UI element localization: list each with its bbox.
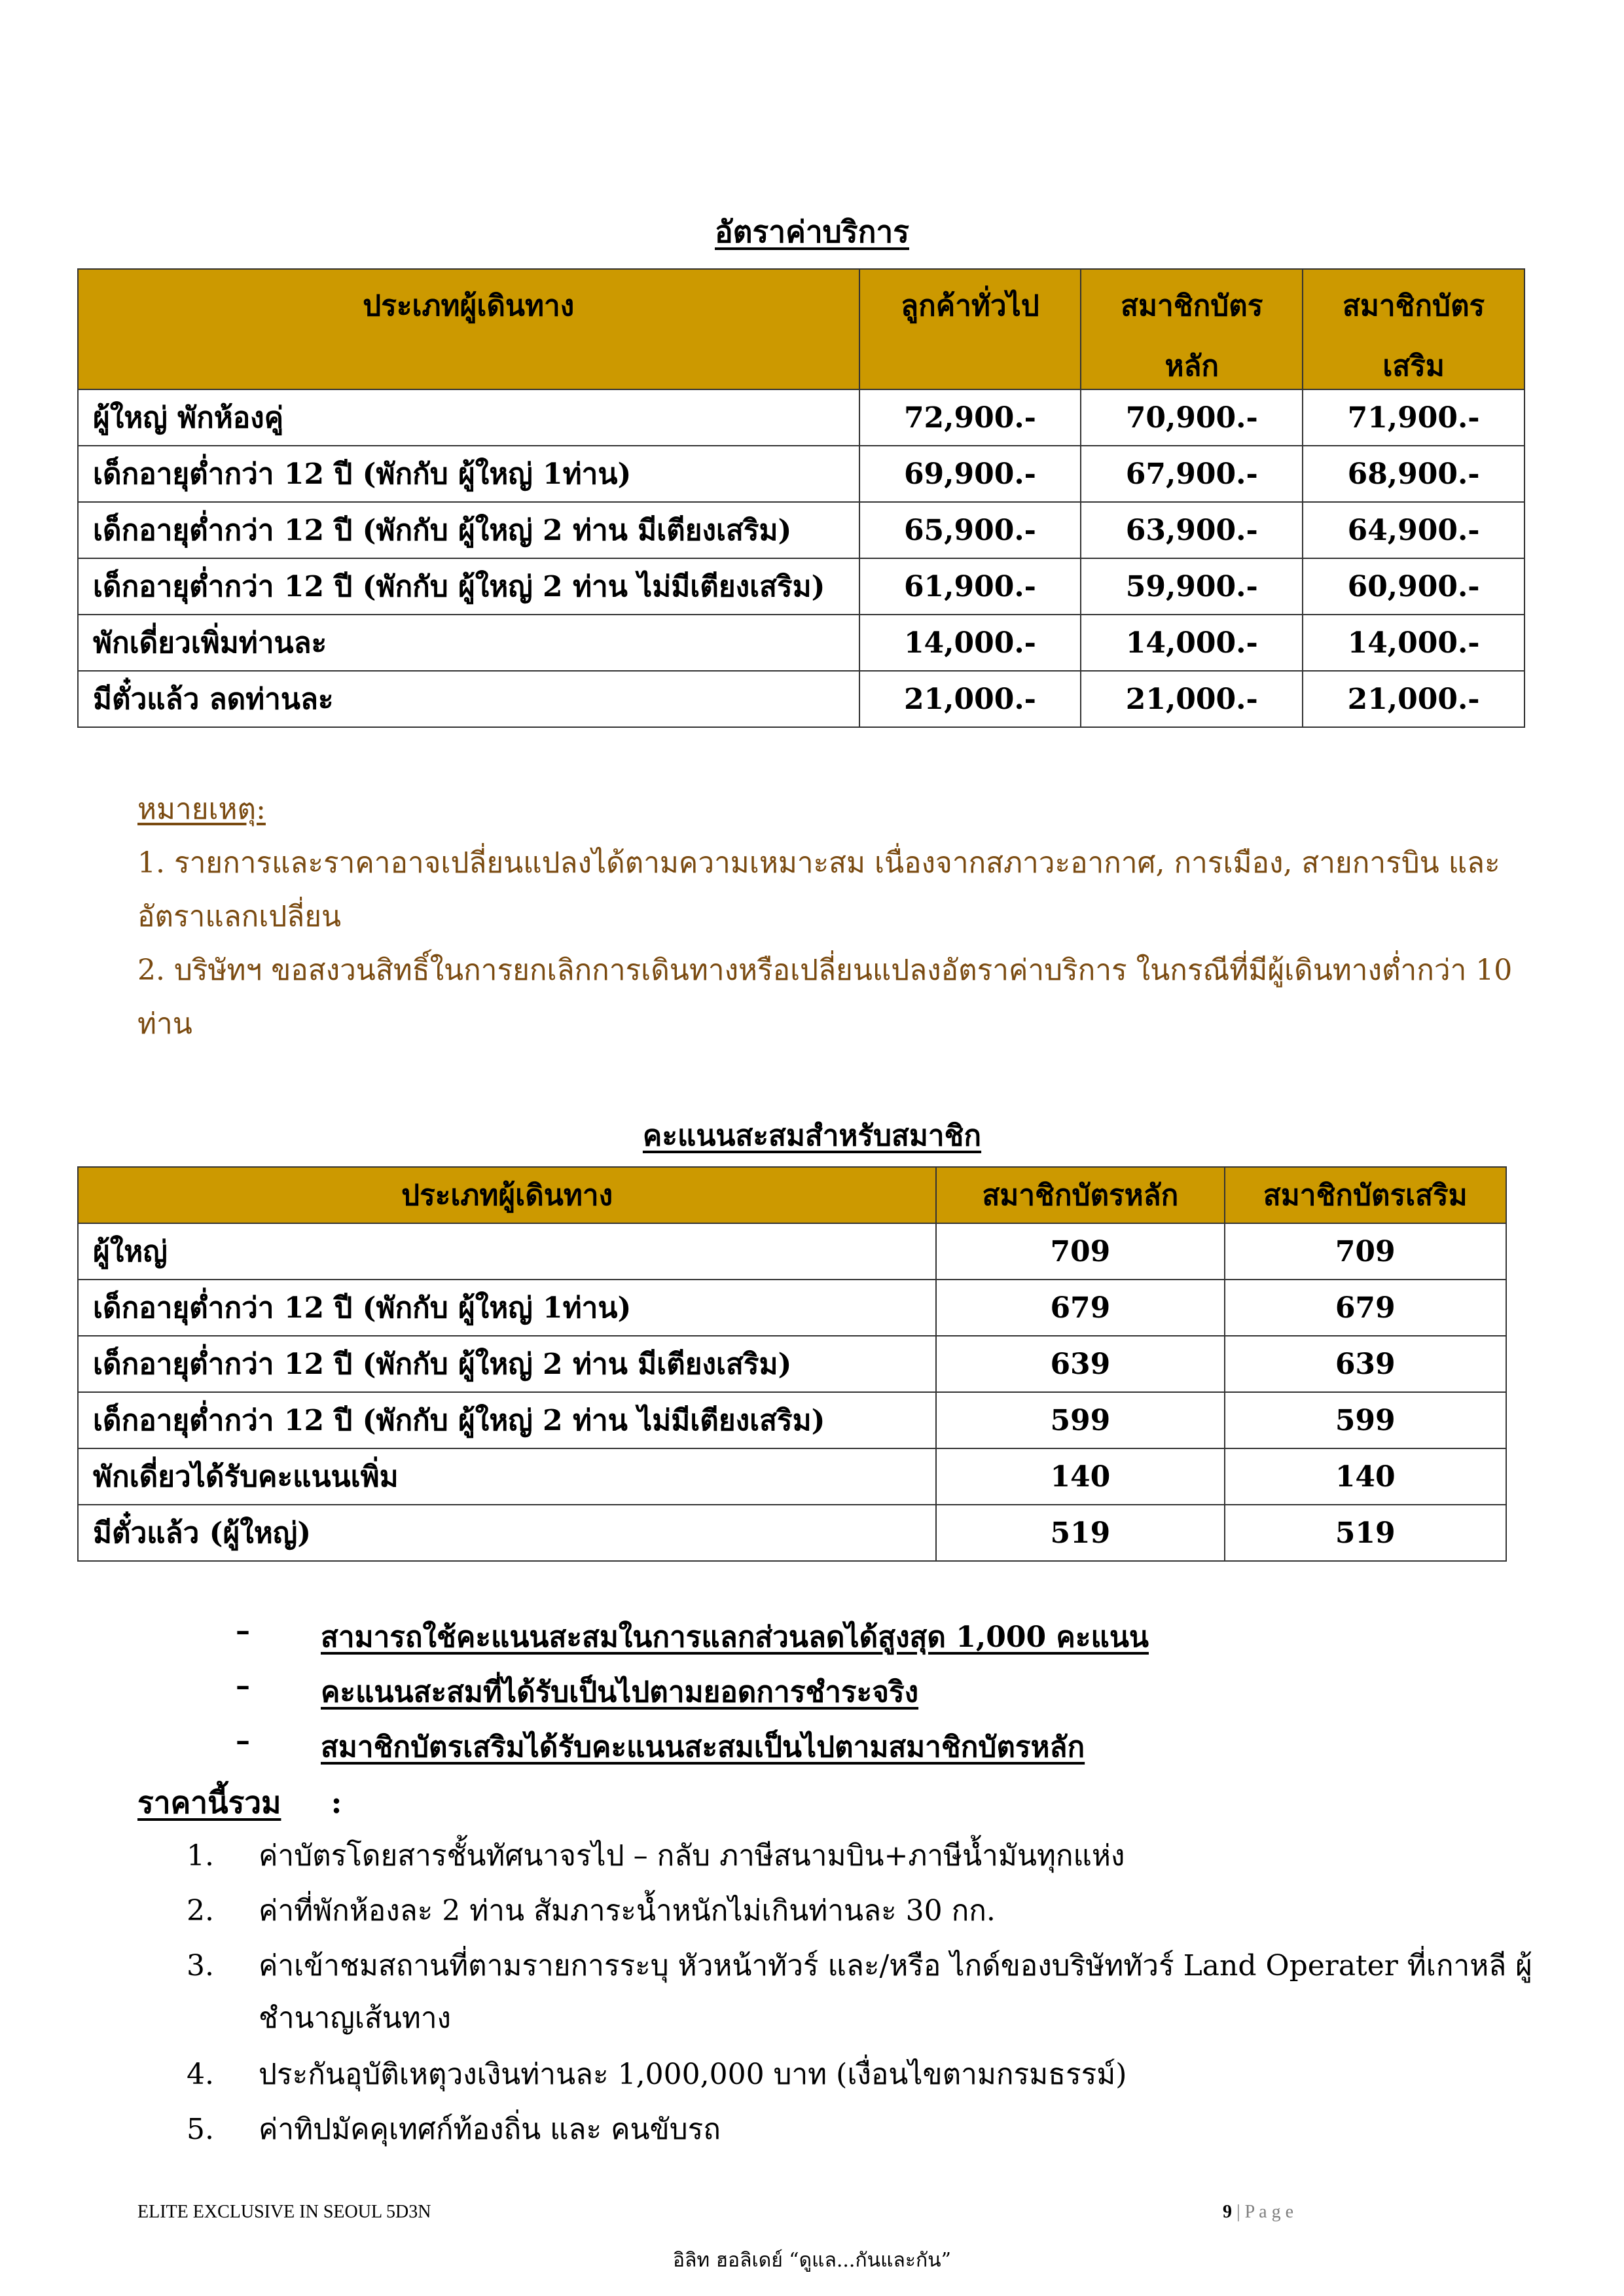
remarks-heading: หมายเหตุ:: [137, 793, 266, 826]
rate-extra-card: 14,000.-: [1303, 615, 1525, 671]
rate-general: 14,000.-: [859, 615, 1081, 671]
bullet-text: สมาชิกบัตรเสริมได้รับคะแนนสะสมเป็นไปตามสมาชิกบัตรหลัก: [321, 1731, 1085, 1764]
table-row: [78, 1280, 1506, 1336]
points-bullet: [236, 1614, 1479, 1653]
points-main-card: 599: [936, 1392, 1224, 1448]
rate-extra-card: 68,900.-: [1303, 446, 1525, 502]
item-number: 5.: [187, 2113, 214, 2146]
rate-main-card: 21,000.-: [1081, 671, 1303, 727]
page-separator: |: [1236, 2202, 1240, 2222]
rates-header-row: [78, 269, 1525, 389]
rate-row-label: มีตั๋วแล้ว ลดท่านละ: [78, 671, 859, 727]
table-row: [78, 1336, 1506, 1392]
points-bullet: [236, 1669, 1479, 1708]
item-text: ค่าเข้าชมสถานที่ตามรายการระบุ หัวหน้าทัวร์ และ/หรือ ไกด์ของบริษัททัวร์ Land Operater ที่เกาหลี ผู้ชำนาญเส้นทาง: [259, 1949, 1532, 2035]
page-word: P a g e: [1244, 2202, 1293, 2222]
page-number: 9: [1223, 2202, 1232, 2222]
rate-row-label: เด็กอายุต่ำกว่า 12 ปี (พักกับ ผู้ใหญ่ 2 ท่าน ไม่มีเตียงเสริม): [78, 558, 859, 615]
points-main-card: 679: [936, 1280, 1224, 1336]
item-text: ค่าที่พักห้องละ 2 ท่าน สัมภาระน้ำหนักไม่เกินท่านละ 30 กก.: [259, 1894, 996, 1928]
points-main-card: 639: [936, 1336, 1224, 1392]
bullet-text: คะแนนสะสมที่ได้รับเป็นไปตามยอดการชำระจริง: [321, 1676, 919, 1709]
rate-extra-card: 60,900.-: [1303, 558, 1525, 615]
points-header-row: [78, 1167, 1506, 1223]
rate-general: 21,000.-: [859, 671, 1081, 727]
rate-main-card: 67,900.-: [1081, 446, 1303, 502]
list-item: [187, 2049, 1561, 2101]
remark-line: 1. รายการและราคาอาจเปลี่ยนแปลงได้ตามความเหมาะสม เนื่องจากสภาวะอากาศ, การเมือง, สายการบิน และ: [137, 846, 1500, 880]
points-row-label: เด็กอายุต่ำกว่า 12 ปี (พักกับ ผู้ใหญ่ 2 ท่าน มีเตียงเสริม): [78, 1336, 936, 1392]
points-row-label: พักเดี่ยวได้รับคะแนนเพิ่ม: [78, 1448, 936, 1505]
points-extra-card: 639: [1225, 1336, 1507, 1392]
rate-general: 72,900.-: [859, 389, 1081, 446]
points-extra-card: 599: [1225, 1392, 1507, 1448]
item-number: 4.: [187, 2058, 214, 2091]
rate-extra-card: 21,000.-: [1303, 671, 1525, 727]
rate-extra-card: 71,900.-: [1303, 389, 1525, 446]
rates-header-main-card: [1081, 269, 1303, 389]
points-row-label: เด็กอายุต่ำกว่า 12 ปี (พักกับ ผู้ใหญ่ 1ท่าน): [78, 1280, 936, 1336]
rates-header-main-card-line1: สมาชิกบัตร: [1121, 289, 1263, 323]
remarks: [137, 783, 1545, 1051]
included-heading: [137, 1779, 342, 1827]
points-extra-card: 709: [1225, 1223, 1507, 1280]
rate-row-label: เด็กอายุต่ำกว่า 12 ปี (พักกับ ผู้ใหญ่ 2 ท่าน มีเตียงเสริม): [78, 502, 859, 558]
points-main-card: 519: [936, 1505, 1224, 1561]
rate-main-card: 14,000.-: [1081, 615, 1303, 671]
table-row: [78, 446, 1525, 502]
points-main-card: 140: [936, 1448, 1224, 1505]
bullet-dash: –: [236, 1724, 250, 1757]
rate-main-card: 70,900.-: [1081, 389, 1303, 446]
list-item: [187, 2104, 1561, 2156]
table-row: [78, 1223, 1506, 1280]
points-header-traveler-type: ประเภทผู้เดินทาง: [78, 1167, 936, 1223]
footer-left: ELITE EXCLUSIVE IN SEOUL 5D3N: [137, 2202, 431, 2222]
table-row: [78, 558, 1525, 615]
points-header-extra-card: สมาชิกบัตรเสริม: [1225, 1167, 1507, 1223]
points-header-main-card: สมาชิกบัตรหลัก: [936, 1167, 1224, 1223]
footer-center: อิลิท ฮอลิเดย์ “ดูแล...กันและกัน”: [673, 2249, 951, 2272]
table-row: [78, 502, 1525, 558]
table-row: [78, 615, 1525, 671]
bullet-dash: –: [236, 1669, 250, 1702]
item-text: ค่าทิปมัคคุเทศก์ท้องถิ่น และ คนขับรถ: [259, 2113, 721, 2146]
bullet-text: สามารถใช้คะแนนสะสมในการแลกส่วนลดได้สูงสุด 1,000 คะแนน: [321, 1621, 1149, 1654]
table-row: [78, 671, 1525, 727]
rate-general: 65,900.-: [859, 502, 1081, 558]
remark-line: ท่าน: [137, 1007, 192, 1041]
rate-general: 69,900.-: [859, 446, 1081, 502]
bullet-dash: –: [236, 1614, 250, 1647]
footer-page: [1223, 2202, 1293, 2223]
table-row: [78, 1505, 1506, 1561]
rate-row-label: ผู้ใหญ่ พักห้องคู่: [78, 389, 859, 446]
points-row-label: เด็กอายุต่ำกว่า 12 ปี (พักกับ ผู้ใหญ่ 2 ท่าน ไม่มีเตียงเสริม): [78, 1392, 936, 1448]
rate-row-label: เด็กอายุต่ำกว่า 12 ปี (พักกับ ผู้ใหญ่ 1ท่าน): [78, 446, 859, 502]
rates-header-traveler-type: ประเภทผู้เดินทาง: [78, 269, 859, 389]
rate-row-label: พักเดี่ยวเพิ่มท่านละ: [78, 615, 859, 671]
item-number: 2.: [187, 1894, 214, 1928]
item-text: ค่าบัตรโดยสารชั้นทัศนาจรไป – กลับ ภาษีสนามบิน+ภาษีน้ำมันทุกแห่ง: [259, 1839, 1125, 1873]
item-text: ประกันอุบัติเหตุวงเงินท่านละ 1,000,000 บาท (เงื่อนไขตามกรมธรรม์): [259, 2058, 1127, 2091]
table-row: [78, 1392, 1506, 1448]
points-extra-card: 140: [1225, 1448, 1507, 1505]
rate-main-card: 59,900.-: [1081, 558, 1303, 615]
list-item: [187, 1885, 1561, 1937]
points-table: [77, 1166, 1507, 1562]
included-heading-colon: :: [331, 1785, 342, 1820]
rate-main-card: 63,900.-: [1081, 502, 1303, 558]
rates-header-main-card-line2: หลัก: [1164, 350, 1219, 383]
points-row-label: ผู้ใหญ่: [78, 1223, 936, 1280]
table-row: [78, 389, 1525, 446]
list-item: [187, 1940, 1561, 2045]
rates-header-extra-card-line1: สมาชิกบัตร: [1342, 289, 1485, 323]
table-row: [78, 1448, 1506, 1505]
points-bullet: [236, 1724, 1479, 1763]
rate-extra-card: 64,900.-: [1303, 502, 1525, 558]
rates-header-extra-card: [1303, 269, 1525, 389]
points-main-card: 709: [936, 1223, 1224, 1280]
remark-line: อัตราแลกเปลี่ยน: [137, 900, 342, 933]
points-extra-card: 679: [1225, 1280, 1507, 1336]
rates-header-extra-card-line2: เสริม: [1382, 350, 1445, 383]
list-item: [187, 1830, 1561, 1882]
rate-general: 61,900.-: [859, 558, 1081, 615]
rates-title: อัตราค่าบริการ: [715, 214, 909, 249]
points-row-label: มีตั๋วแล้ว (ผู้ใหญ่): [78, 1505, 936, 1561]
included-heading-label: ราคานี้รวม: [137, 1785, 281, 1820]
remark-line: 2. บริษัทฯ ขอสงวนสิทธิ์ในการยกเลิกการเดินทางหรือเปลี่ยนแปลงอัตราค่าบริการ ในกรณีที่มีผู้เดินทางต่ำกว่า 10: [137, 954, 1513, 987]
rates-header-general: ลูกค้าทั่วไป: [859, 269, 1081, 389]
points-title: คะแนนสะสมสำหรับสมาชิก: [642, 1119, 982, 1153]
item-number: 1.: [187, 1839, 214, 1873]
rates-table: [77, 268, 1525, 728]
points-extra-card: 519: [1225, 1505, 1507, 1561]
item-number: 3.: [187, 1949, 214, 1982]
